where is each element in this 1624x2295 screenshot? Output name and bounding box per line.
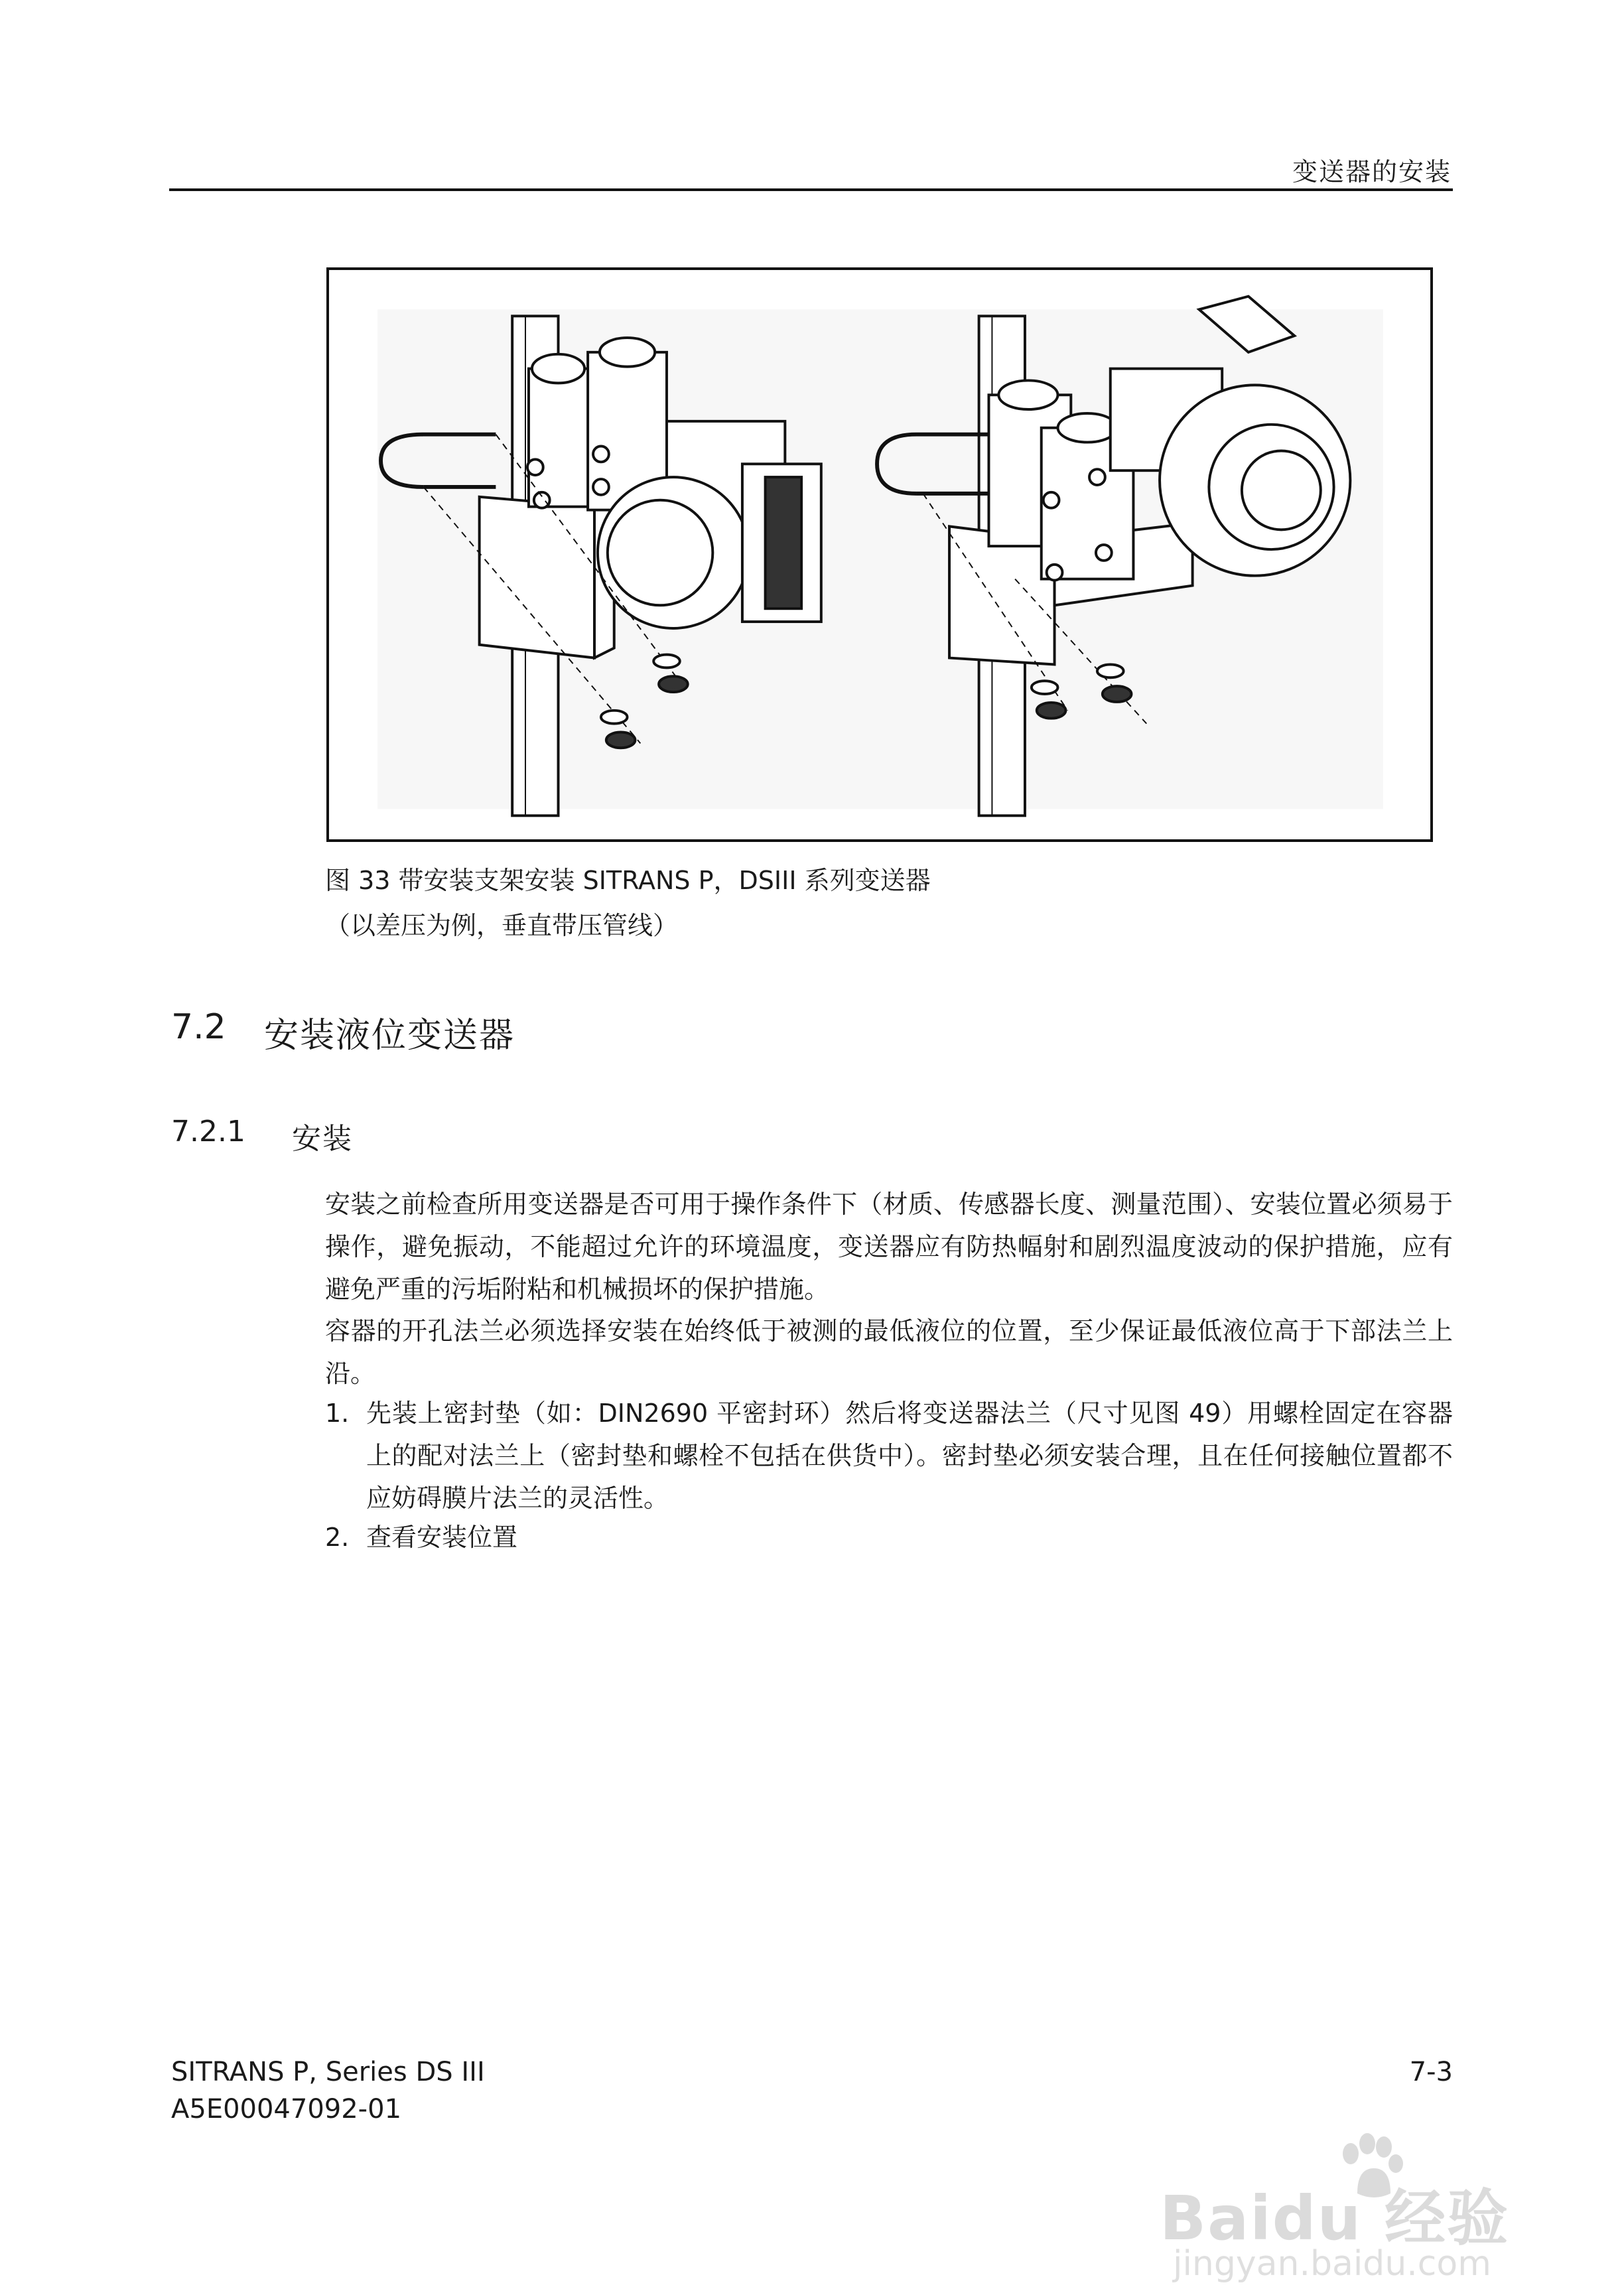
- list-item-number: 1.: [325, 1399, 350, 1428]
- paragraph-flange-position: 容器的开孔法兰必须选择安装在始终低于被测的最低液位的位置，至少保证最低液位高于下部法兰上沿。: [325, 1316, 1453, 1388]
- header-title: 变送器的安装: [1292, 157, 1452, 186]
- subsection-number: 7.2.1: [171, 1115, 245, 1148]
- section-title: 安装液位变送器: [264, 1016, 515, 1056]
- footer-doc-number: A5E00047092-01: [171, 2094, 402, 2124]
- paragraph-preinstall-check: 安装之前检查所用变送器是否可用于操作条件下（材质、传感器长度、测量范围）、安装位置必须易于操作，避免振动，不能超过允许的环境温度，变送器应有防热幅射和剧烈温度波动的保护措施，应有避免严重的污垢附粘和机械损坏的保护措施。: [325, 1190, 1453, 1304]
- footer-page-number: 7-3: [1409, 2057, 1453, 2087]
- figure-33-frame: [326, 267, 1433, 842]
- figure-caption-subtitle: （以差压为例，垂直带压管线）: [325, 911, 679, 940]
- left-bracket: [480, 497, 594, 658]
- list-item-number: 2.: [325, 1523, 350, 1552]
- watermark-url: jingyan.baidu.com: [1173, 2244, 1491, 2284]
- transmitter-mounting-illustration: [329, 270, 1430, 839]
- list-item-text: 查看安装位置: [366, 1523, 518, 1552]
- watermark-main: Baidu 经验: [1160, 2183, 1510, 2254]
- section-number: 7.2: [171, 1007, 226, 1047]
- footer-product: SITRANS P, Series DS III: [171, 2057, 485, 2087]
- subsection-title: 安装: [292, 1122, 353, 1156]
- figure-caption: 图 33 带安装支架安装 SITRANS P，DSIII 系列变送器: [325, 866, 931, 895]
- list-item-text: 先装上密封垫（如：DIN2690 平密封环）然后将变送器法兰（尺寸见图 49）用螺栓固定在容器上的配对法兰上（密封垫和螺栓不包括在供货中）。密封垫必须安装合理，且在任何接触位置都不应妨碍膜片法兰的灵活性。: [366, 1399, 1453, 1513]
- header-rule: [169, 188, 1453, 191]
- baidu-watermark: [1160, 2170, 1531, 2289]
